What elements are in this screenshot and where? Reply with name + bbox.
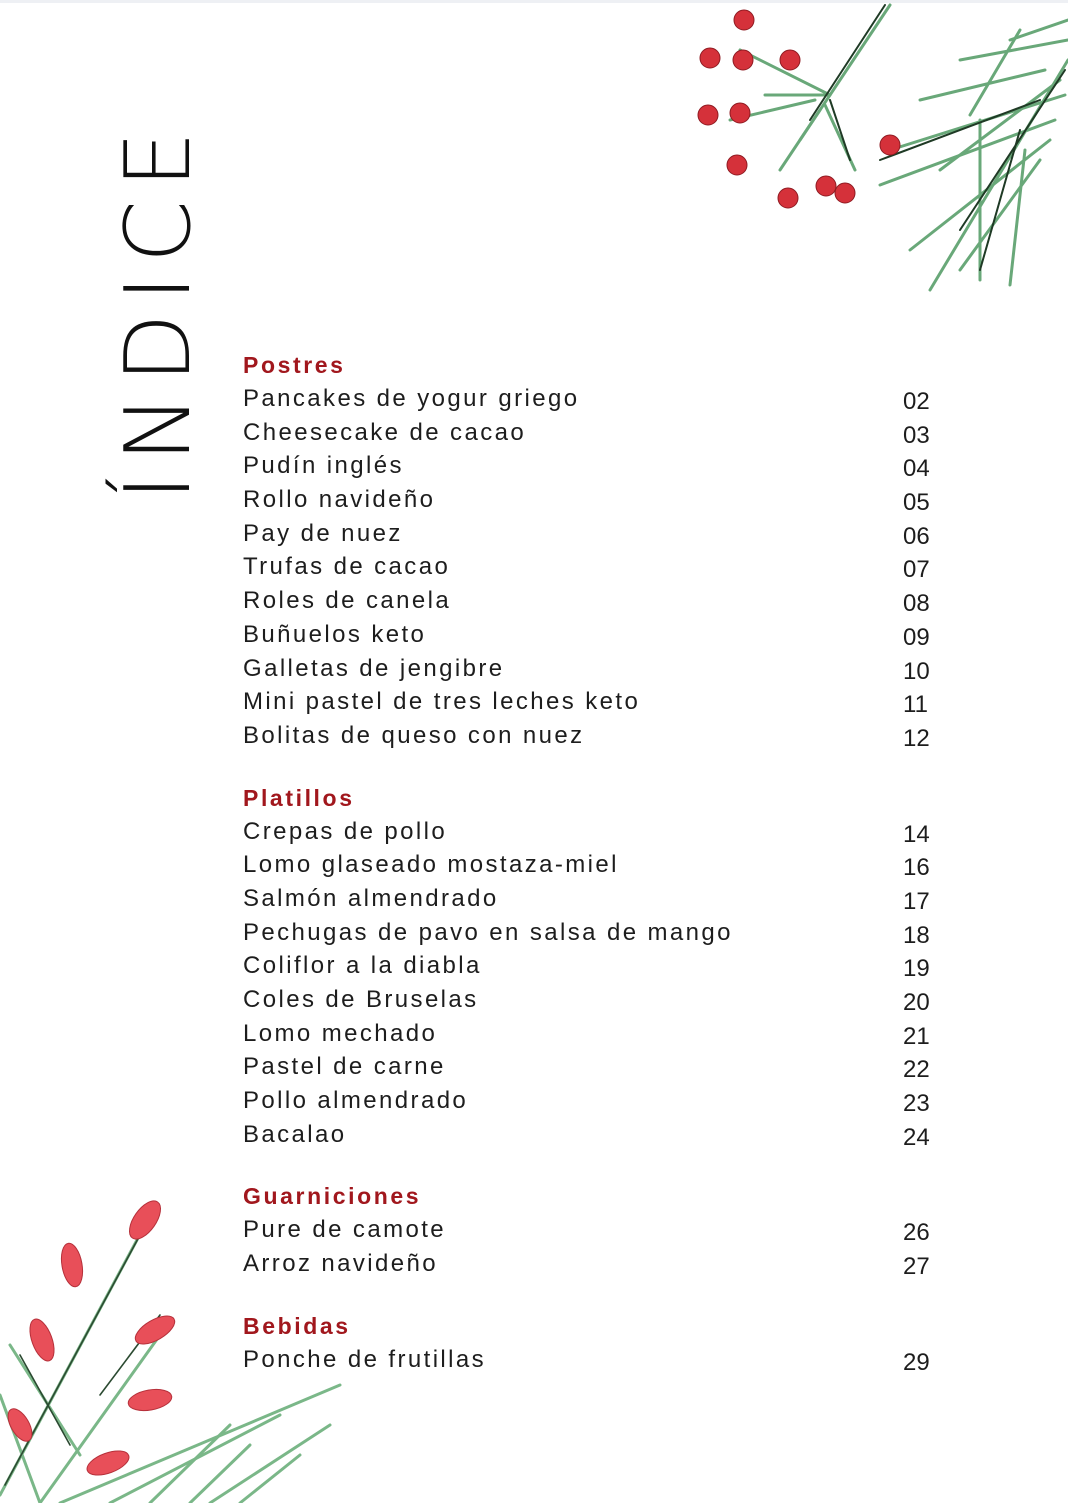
- toc-entry[interactable]: [243, 1084, 943, 1118]
- entry-name: Coliflor a la diabla: [243, 952, 482, 980]
- section-platillos: [243, 781, 943, 1152]
- toc-entry[interactable]: [243, 1247, 943, 1281]
- entry-page-number: 07: [903, 556, 930, 584]
- section-guarniciones: [243, 1179, 943, 1280]
- toc-entry[interactable]: [243, 983, 943, 1017]
- entry-page-number: 19: [903, 955, 930, 983]
- entry-name: Rollo navideño: [243, 486, 436, 514]
- entry-name: Cheesecake de cacao: [243, 418, 527, 446]
- entry-name: Pure de camote: [243, 1216, 447, 1244]
- toc-entry[interactable]: [243, 1213, 943, 1247]
- toc-entry[interactable]: [243, 449, 943, 483]
- entry-page-number: 22: [903, 1056, 930, 1084]
- section-title: Postres: [243, 352, 346, 378]
- entry-name: Coles de Bruselas: [243, 986, 479, 1013]
- entry-name: Arroz navideño: [243, 1250, 439, 1278]
- entry-name: Lomo mechado: [243, 1019, 438, 1047]
- entry-name: Buñuelos keto: [243, 620, 427, 648]
- entry-page-number: 23: [903, 1090, 930, 1118]
- toc-entry[interactable]: [243, 916, 943, 950]
- toc-entry[interactable]: [243, 483, 943, 517]
- entry-page-number: 09: [903, 623, 930, 651]
- entry-page-number: 26: [903, 1219, 930, 1247]
- entry-page-number: 06: [903, 522, 930, 550]
- section-title: Guarniciones: [243, 1183, 422, 1210]
- entry-name: Salmón almendrado: [243, 884, 499, 912]
- entry-page-number: 04: [903, 455, 930, 483]
- entry-name: Pastel de carne: [243, 1053, 446, 1081]
- toc-entry[interactable]: [243, 517, 943, 551]
- entry-name: Pay de nuez: [243, 519, 403, 547]
- toc-entry[interactable]: [243, 416, 943, 450]
- entry-name: Ponche de frutillas: [243, 1345, 487, 1373]
- toc-entry[interactable]: [243, 618, 943, 652]
- toc-entry[interactable]: [243, 719, 943, 753]
- holly-branch-icon: [680, 0, 1068, 300]
- entry-page-number: 29: [903, 1348, 930, 1376]
- entry-name: Mini pastel de tres leches keto: [243, 688, 641, 716]
- section-bebidas: [243, 1309, 943, 1377]
- entry-page-number: 20: [903, 989, 930, 1016]
- entry-page-number: 02: [903, 388, 930, 415]
- entry-name: Pudín inglés: [243, 452, 404, 480]
- section-title: Platillos: [243, 784, 355, 811]
- entry-name: Pollo almendrado: [243, 1087, 469, 1115]
- section-postres: [243, 348, 943, 753]
- toc-entry[interactable]: [243, 550, 943, 584]
- toc-entry[interactable]: [243, 652, 943, 686]
- entry-name: Pancakes de yogur griego: [243, 385, 580, 412]
- entry-name: Galletas de jengibre: [243, 654, 505, 682]
- entry-name: Trufas de cacao: [243, 553, 451, 581]
- toc-entry[interactable]: [243, 1343, 943, 1377]
- entry-page-number: 12: [903, 724, 930, 752]
- entry-page-number: 18: [903, 921, 930, 949]
- entry-name: Roles de canela: [243, 587, 452, 615]
- toc-entry[interactable]: [243, 1017, 943, 1051]
- entry-page-number: 16: [903, 854, 930, 882]
- entry-name: Pechugas de pavo en salsa de mango: [243, 918, 733, 946]
- toc-entry[interactable]: [243, 382, 943, 416]
- toc-entry[interactable]: [243, 1050, 943, 1084]
- entry-page-number: 08: [903, 590, 930, 618]
- toc-entry[interactable]: [243, 1118, 943, 1152]
- section-title: Bebidas: [243, 1312, 351, 1339]
- toc-entry[interactable]: [243, 848, 943, 882]
- entry-page-number: 11: [903, 691, 928, 719]
- entry-page-number: 24: [903, 1123, 930, 1151]
- entry-page-number: 14: [903, 820, 930, 848]
- table-of-contents: [243, 348, 943, 1405]
- toc-entry[interactable]: [243, 949, 943, 983]
- page-title: ÍNDICE: [106, 119, 211, 501]
- entry-name: Bolitas de queso con nuez: [243, 721, 585, 749]
- page-title-container: [106, 119, 211, 501]
- toc-entry[interactable]: [243, 584, 943, 618]
- entry-page-number: 17: [903, 887, 930, 915]
- toc-entry[interactable]: [243, 815, 943, 849]
- entry-name: Lomo glaseado mostaza-miel: [243, 851, 619, 879]
- entry-page-number: 03: [903, 421, 930, 449]
- toc-entry[interactable]: [243, 882, 943, 916]
- entry-name: Bacalao: [243, 1120, 347, 1148]
- entry-page-number: 21: [903, 1022, 930, 1050]
- entry-name: Crepas de pollo: [243, 817, 448, 845]
- toc-entry[interactable]: [243, 685, 943, 719]
- entry-page-number: 05: [903, 489, 930, 517]
- entry-page-number: 27: [903, 1253, 930, 1281]
- entry-page-number: 10: [903, 657, 930, 685]
